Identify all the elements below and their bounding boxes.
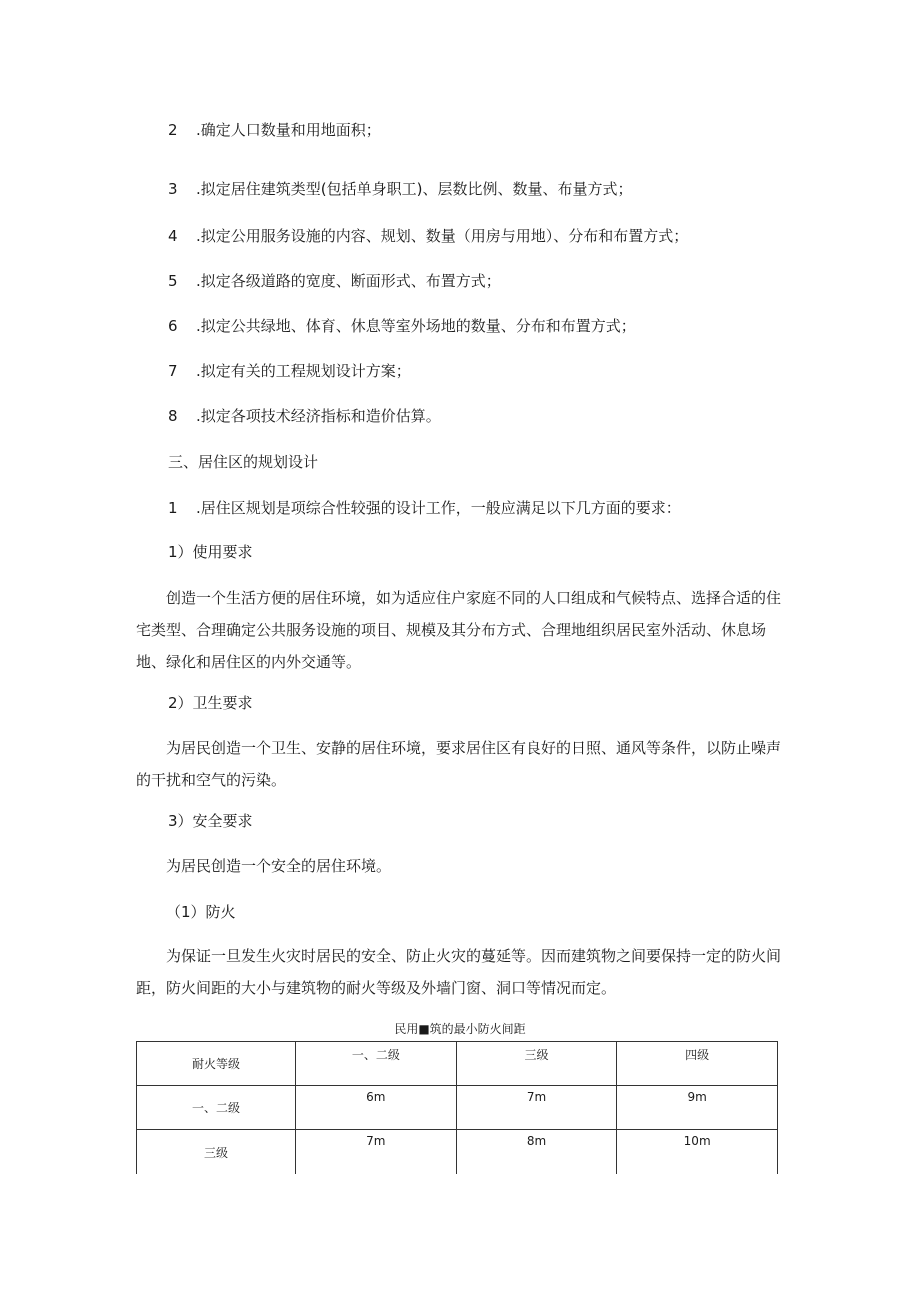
list-text: .确定人口数量和用地面积；: [196, 121, 381, 139]
fire-distance-table: [136, 1041, 778, 1174]
list-text: .居住区规划是项综合性较强的设计工作，一般应满足以下几方面的要求：: [196, 499, 681, 517]
list-number: 8: [168, 407, 178, 425]
list-item-3: [168, 179, 632, 199]
table-header-cell: 耐火等级: [137, 1042, 296, 1086]
table-row: [137, 1130, 778, 1175]
fire-heading: （1）防火: [166, 903, 236, 921]
list-number: 6: [168, 317, 178, 335]
list-item-5: [168, 271, 501, 291]
list-number: 1: [168, 499, 178, 517]
table-cell: 7m: [296, 1130, 457, 1175]
list-text: .拟定居住建筑类型(包括单身职工)、层数比例、数量、布量方式；: [196, 180, 633, 198]
table-row-label: 一、二级: [137, 1086, 296, 1130]
list-item-4: [168, 226, 688, 246]
list-text: .拟定各级道路的宽度、断面形式、布置方式；: [196, 272, 501, 290]
table-header-cell: 三级: [456, 1042, 617, 1086]
list-text: .拟定有关的工程规划设计方案；: [196, 362, 411, 380]
safety-requirement-heading: 3）安全要求: [168, 812, 253, 830]
list-item-7: [168, 361, 411, 381]
table-header-cell: 四级: [617, 1042, 778, 1086]
list-text: .拟定公用服务设施的内容、规划、数量（用房与用地）、分布和布置方式；: [196, 227, 689, 245]
health-requirement-body: 为居民创造一个卫生、安静的居住环境，要求居住区有良好的日照、通风等条件，以防止噪声的干扰和空气的污染。: [136, 739, 782, 789]
use-requirement-heading: 1）使用要求: [168, 543, 253, 561]
table-caption: 民用■筑的最小防火间距: [394, 1022, 526, 1036]
table-row: [137, 1086, 778, 1130]
list-text: .拟定各项技术经济指标和造价估算。: [196, 407, 441, 425]
list-number: 3: [168, 180, 178, 198]
table-header-cell: 一、二级: [296, 1042, 457, 1086]
table-header-row: [137, 1042, 778, 1086]
table-cell: 10m: [617, 1130, 778, 1175]
table-cell: 6m: [296, 1086, 457, 1130]
list-number: 2: [168, 121, 178, 139]
requirements-intro: [168, 498, 681, 518]
section-heading: 三、居住区的规划设计: [168, 453, 319, 471]
fire-body: 为保证一旦发生火灾时居民的安全、防止火灾的蔓延等。因而建筑物之间要保持一定的防火间距，防火间距的大小与建筑物的耐火等级及外墙门窗、洞口等情况而定。: [136, 947, 782, 997]
safety-requirement-body: 为居民创造一个安全的居住环境。: [166, 857, 392, 875]
list-number: 5: [168, 272, 178, 290]
table-cell: 7m: [456, 1086, 617, 1130]
list-item-6: [168, 316, 636, 336]
use-requirement-body: 创造一个生活方便的居住环境，如为适应住户家庭不同的人口组成和气候特点、选择合适的住宅类型、合理确定公共服务设施的项目、规模及其分布方式、合理地组织居民室外活动、休息场地、绿化和居住区的内外交通等。: [136, 589, 782, 671]
health-requirement-heading: 2）卫生要求: [168, 694, 253, 712]
list-item-8: [168, 406, 441, 426]
table-cell: 9m: [617, 1086, 778, 1130]
list-item-2: [168, 120, 381, 140]
list-number: 4: [168, 227, 178, 245]
table-row-label: 三级: [137, 1130, 296, 1175]
table-cell: 8m: [456, 1130, 617, 1175]
list-text: .拟定公共绿地、体育、休息等室外场地的数量、分布和布置方式；: [196, 317, 636, 335]
list-number: 7: [168, 362, 178, 380]
